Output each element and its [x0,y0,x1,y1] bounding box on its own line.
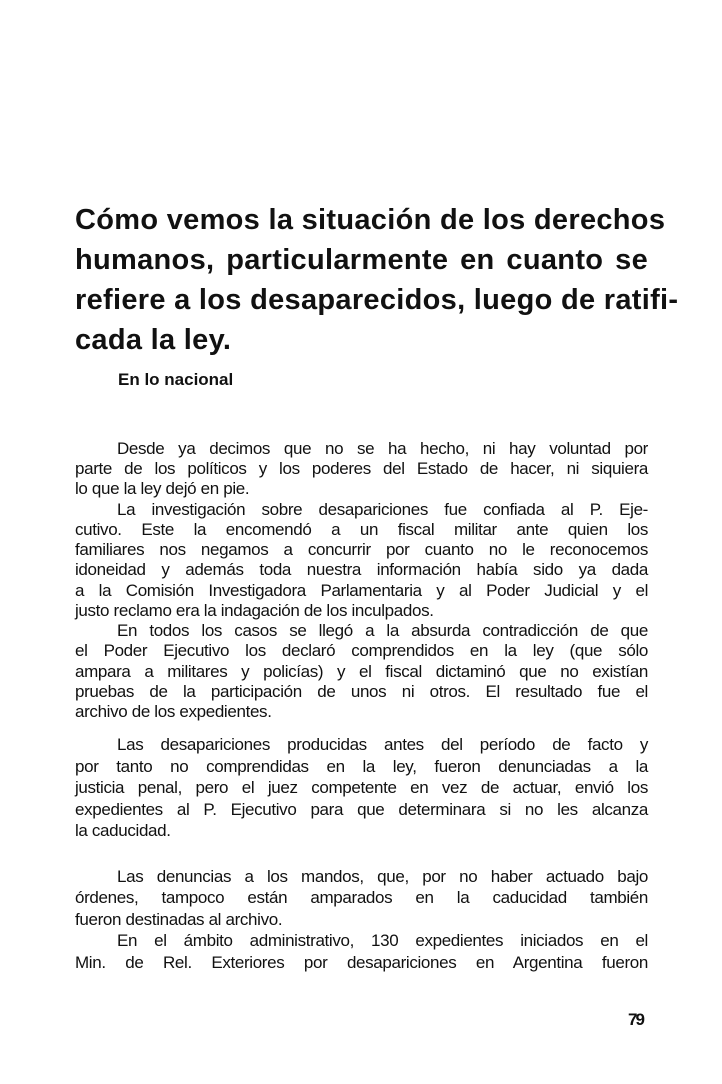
title-line: Cómo vemos la situación de los derechos [75,204,666,236]
body-line: la caducidad. [75,821,171,840]
title-line: refiere a los desaparecidos, luego de ratifi- [75,284,679,316]
body-line: pruebas de la participación de unos ni otros. El resultado fue el [75,682,648,701]
body-line: Min. de Rel. Exteriores por desapariciones en Argentina fueron [75,953,648,972]
title-line: cada la ley. [75,324,232,356]
body-line: órdenes, tampoco están amparados en la caducidad también [75,888,648,907]
body-line: Las desapariciones producidas antes del período de facto y [117,735,648,754]
body-line: En todos los casos se llegó a la absurda contradicción de que [117,621,648,640]
body-line: fueron destinadas al archivo. [75,910,283,929]
body-line: parte de los políticos y los poderes del Estado de hacer, ni siquiera [75,459,648,478]
body-line: Desde ya decimos que no se ha hecho, ni hay voluntad por [117,439,648,458]
body-line: lo que la ley dejó en pie. [75,479,250,498]
body-line: justo reclamo era la indagación de los inculpados. [75,601,434,620]
body-line: ampara a militares y policías) y el fiscal dictaminó que no existían [75,662,648,681]
body-line: familiares nos negamos a concurrir por cuanto no le reconocemos [75,540,648,559]
title-line: humanos, particularmente en cuanto se [75,244,648,276]
body-line: Las denuncias a los mandos, que, por no haber actuado bajo [117,867,648,886]
section-subheading: En lo nacional [118,370,234,389]
body-line: La investigación sobre desapariciones fue confiada al P. Eje- [117,500,648,519]
body-line: por tanto no comprendidas en la ley, fueron denunciadas a la [75,757,648,776]
body-line: En el ámbito administrativo, 130 expedientes iniciados en el [117,931,648,950]
page-number: 79 [628,1010,643,1029]
body-line: expedientes al P. Ejecutivo para que determinara si no les alcanza [75,800,648,819]
body-line: idoneidad y además toda nuestra información había sido ya dada [75,560,648,579]
body-line: archivo de los expedientes. [75,702,272,721]
body-line: el Poder Ejecutivo los declaró comprendidos en la ley (que sólo [75,641,648,660]
body-line: a la Comisión Investigadora Parlamentaria y al Poder Judicial y el [75,581,648,600]
body-line: justicia penal, pero el juez competente en vez de actuar, envió los [75,778,648,797]
body-line: cutivo. Este la encomendó a un fiscal militar ante quien los [75,520,648,539]
